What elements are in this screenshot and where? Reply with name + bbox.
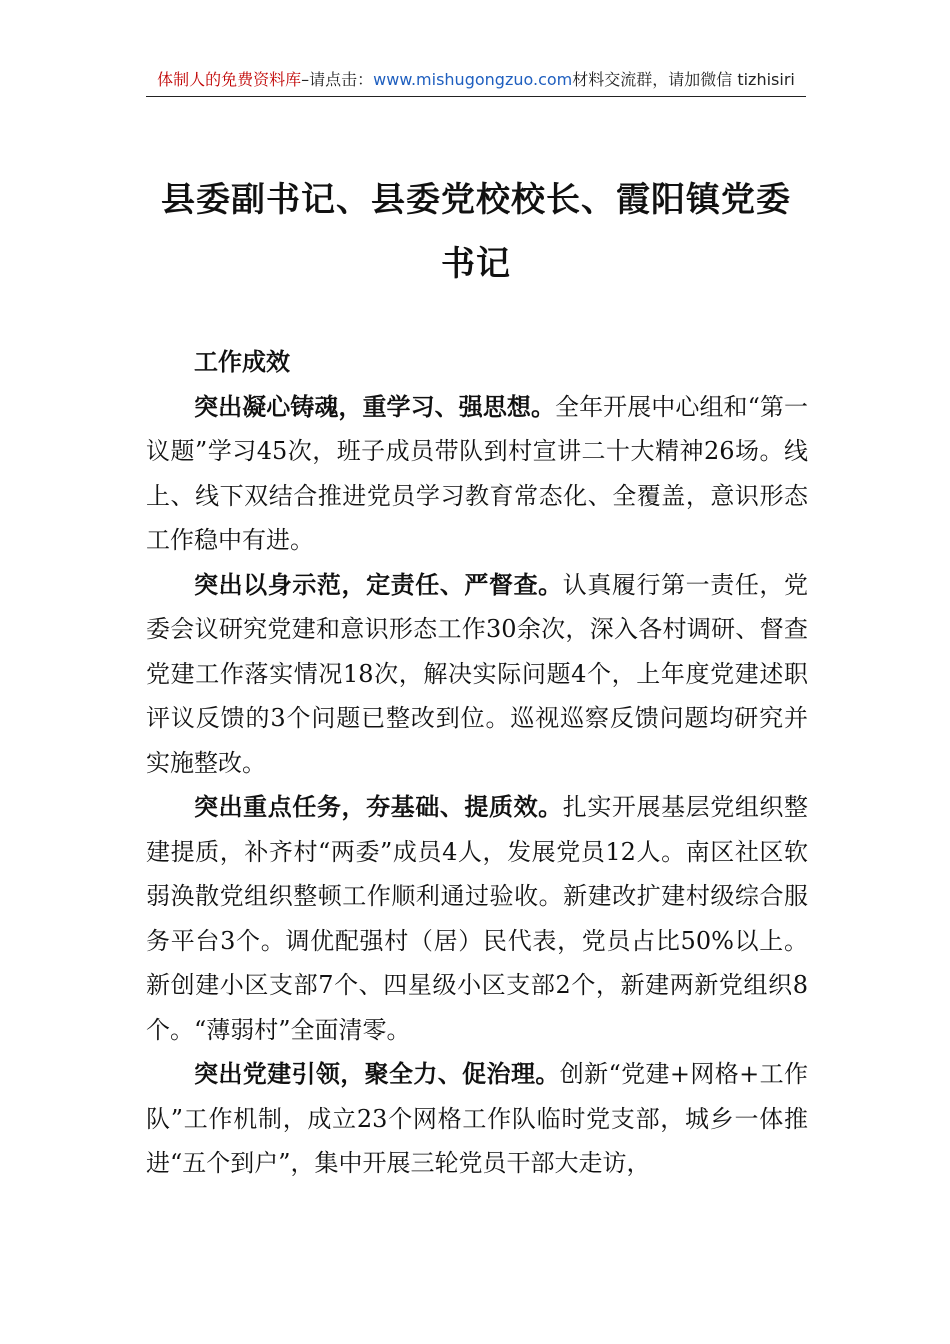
page-header — [146, 66, 806, 97]
header-prompt: –请点击： — [301, 70, 374, 89]
section-heading: 工作成效 — [194, 347, 290, 376]
document-title: 县委副书记、县委党校校长、霞阳镇党委书记 — [161, 180, 791, 284]
paragraph-lead: 突出党建引领，聚全力、促治理。 — [194, 1059, 560, 1088]
paragraph-lead: 突出凝心铸魂，重学习、强思想。 — [194, 391, 556, 421]
paragraph-1 — [146, 385, 808, 563]
paragraph-3 — [146, 785, 808, 1052]
header-note: 材料交流群，请加微信 tizhisiri — [572, 70, 795, 89]
paragraph-body: 扎实开展基层党组织整建提质，补齐村“两委”成员4人，发展党员12人。南区社区软弱涣散党组织整顿工作顺利通过验收。新建改扩建村级综合服务平台3个。调优配强村（居）民代表，党员占比50%以上。新创建小区支部7个、四星级小区支部2个，新建两新党组织8个。“薄弱村”全面清零。 — [146, 793, 808, 1044]
paragraph-lead: 突出以身示范，定责任、严督查。 — [194, 569, 563, 599]
paragraph-body: 全年开展中心组和“第一议题”学习45次，班子成员带队到村宣讲二十大精神26场。线上、线下双结合推进党员学习教育常态化、全覆盖，意识形态工作稳中有进。 — [146, 392, 808, 554]
document-body — [146, 340, 808, 1186]
paragraph-lead: 突出重点任务，夯基础、提质效。 — [194, 792, 563, 821]
paragraph-2 — [146, 563, 808, 786]
paragraph-body: 创新“党建+网格+工作队”工作机制，成立23个网格工作队临时党支部，城乡一体推进“五个到户”，集中开展三轮党员干部大走访， — [146, 1060, 808, 1177]
header-url-link[interactable]: www.mishugongzuo.com — [373, 70, 573, 89]
paragraph-4 — [146, 1052, 808, 1186]
header-site-name: 体制人的免费资料库 — [157, 70, 302, 89]
paragraph-body: 认真履行第一责任，党委会议研究党建和意识形态工作30余次，深入各村调研、督查党建工作落实情况18次，解决实际问题4个，上年度党建述职评议反馈的3个问题已整改到位。巡视巡察反馈问题均研究并实施整改。 — [146, 570, 808, 777]
